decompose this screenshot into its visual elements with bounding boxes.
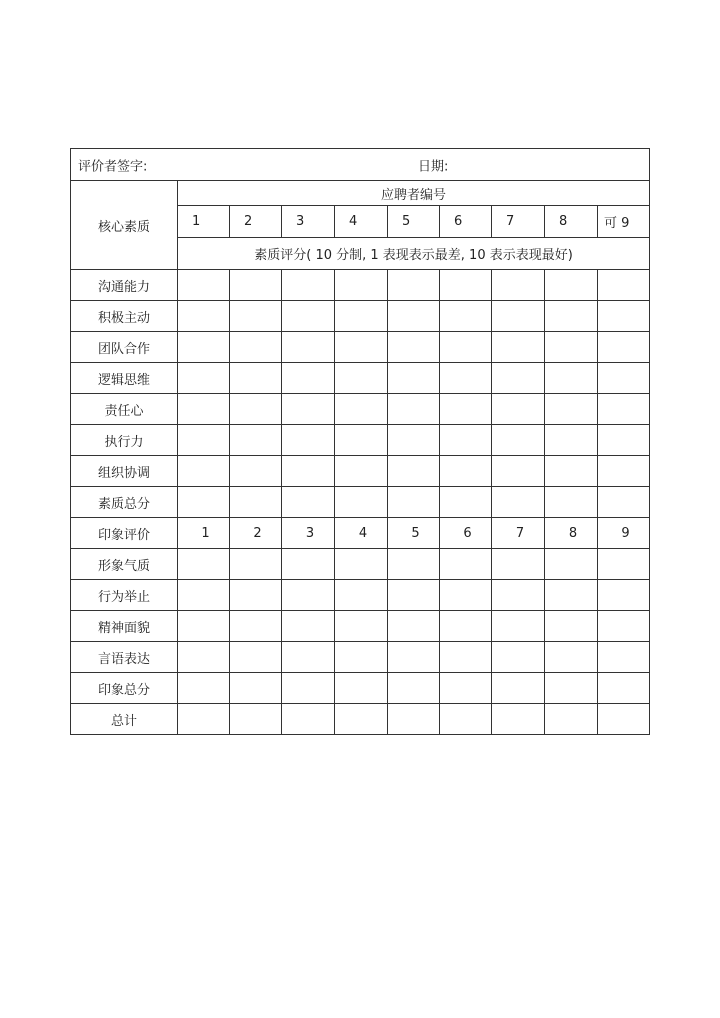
score-cell[interactable] bbox=[178, 549, 230, 580]
score-cell[interactable] bbox=[598, 425, 650, 456]
score-cell[interactable] bbox=[178, 301, 230, 332]
score-cell[interactable] bbox=[282, 425, 335, 456]
score-cell[interactable] bbox=[282, 270, 335, 301]
candidate-number-cell: 2 bbox=[230, 206, 282, 238]
impression-number-cell: 4 bbox=[335, 518, 388, 549]
score-cell[interactable] bbox=[440, 549, 492, 580]
score-cell[interactable] bbox=[388, 642, 440, 673]
table-row bbox=[71, 611, 650, 642]
candidate-header-row bbox=[71, 181, 650, 206]
score-cell[interactable] bbox=[282, 611, 335, 642]
score-cell[interactable] bbox=[388, 456, 440, 487]
score-cell[interactable] bbox=[545, 642, 598, 673]
score-cell[interactable] bbox=[440, 425, 492, 456]
score-cell[interactable] bbox=[545, 301, 598, 332]
score-cell[interactable] bbox=[178, 580, 230, 611]
row-label: 责任心 bbox=[71, 394, 178, 425]
impression-number-cell: 2 bbox=[230, 518, 282, 549]
score-cell[interactable] bbox=[545, 363, 598, 394]
score-cell[interactable] bbox=[492, 549, 545, 580]
candidate-number-cell: 8 bbox=[545, 206, 598, 238]
score-cell[interactable] bbox=[492, 363, 545, 394]
signature-row bbox=[71, 149, 650, 181]
score-cell[interactable] bbox=[598, 363, 650, 394]
row-label: 逻辑思维 bbox=[71, 363, 178, 394]
score-cell[interactable] bbox=[440, 642, 492, 673]
score-cell[interactable] bbox=[178, 673, 230, 704]
table-row bbox=[71, 673, 650, 704]
table-row bbox=[71, 332, 650, 363]
score-cell[interactable] bbox=[388, 549, 440, 580]
score-cell[interactable] bbox=[545, 456, 598, 487]
score-cell[interactable] bbox=[598, 642, 650, 673]
score-cell[interactable] bbox=[178, 611, 230, 642]
table-row bbox=[71, 456, 650, 487]
impression-number-cell: 3 bbox=[282, 518, 335, 549]
score-cell[interactable] bbox=[440, 270, 492, 301]
score-cell[interactable] bbox=[282, 580, 335, 611]
score-cell[interactable] bbox=[598, 611, 650, 642]
score-cell[interactable] bbox=[230, 301, 282, 332]
score-cell[interactable] bbox=[598, 487, 650, 518]
score-cell[interactable] bbox=[282, 549, 335, 580]
score-cell[interactable] bbox=[492, 642, 545, 673]
row-label: 精神面貌 bbox=[71, 611, 178, 642]
score-cell[interactable] bbox=[230, 456, 282, 487]
score-cell[interactable] bbox=[178, 456, 230, 487]
score-cell[interactable] bbox=[545, 704, 598, 735]
score-cell[interactable] bbox=[230, 425, 282, 456]
score-cell[interactable] bbox=[335, 394, 388, 425]
row-label: 印象总分 bbox=[71, 673, 178, 704]
score-cell[interactable] bbox=[282, 332, 335, 363]
impression-label: 印象评价 bbox=[71, 518, 178, 549]
score-cell[interactable] bbox=[335, 580, 388, 611]
score-cell[interactable] bbox=[335, 425, 388, 456]
score-cell[interactable] bbox=[388, 394, 440, 425]
score-cell[interactable] bbox=[388, 363, 440, 394]
score-cell[interactable] bbox=[230, 673, 282, 704]
score-cell[interactable] bbox=[335, 673, 388, 704]
score-cell[interactable] bbox=[440, 487, 492, 518]
score-cell[interactable] bbox=[335, 270, 388, 301]
table-row bbox=[71, 301, 650, 332]
score-cell[interactable] bbox=[388, 611, 440, 642]
score-cell[interactable] bbox=[335, 332, 388, 363]
score-cell[interactable] bbox=[388, 673, 440, 704]
score-cell[interactable] bbox=[545, 332, 598, 363]
score-cell[interactable] bbox=[545, 673, 598, 704]
score-cell[interactable] bbox=[440, 456, 492, 487]
score-cell[interactable] bbox=[492, 270, 545, 301]
candidate-number-cell: 5 bbox=[388, 206, 440, 238]
score-cell[interactable] bbox=[440, 673, 492, 704]
score-cell[interactable] bbox=[388, 704, 440, 735]
evaluator-signature-label: 评价者签字: bbox=[78, 159, 148, 174]
row-label: 总计 bbox=[71, 704, 178, 735]
score-cell[interactable] bbox=[598, 549, 650, 580]
score-cell[interactable] bbox=[440, 332, 492, 363]
score-cell[interactable] bbox=[178, 487, 230, 518]
score-cell[interactable] bbox=[598, 704, 650, 735]
score-cell[interactable] bbox=[388, 270, 440, 301]
row-label: 积极主动 bbox=[71, 301, 178, 332]
score-cell[interactable] bbox=[598, 580, 650, 611]
candidate-number-cell: 1 bbox=[178, 206, 230, 238]
table-row bbox=[71, 549, 650, 580]
table-row bbox=[71, 642, 650, 673]
score-cell[interactable] bbox=[230, 611, 282, 642]
score-cell[interactable] bbox=[388, 580, 440, 611]
table-row bbox=[71, 363, 650, 394]
score-cell[interactable] bbox=[335, 301, 388, 332]
candidate-number-cell: 4 bbox=[335, 206, 388, 238]
score-cell[interactable] bbox=[282, 394, 335, 425]
score-cell[interactable] bbox=[598, 332, 650, 363]
impression-number-cell: 8 bbox=[545, 518, 598, 549]
score-cell[interactable] bbox=[335, 487, 388, 518]
score-cell[interactable] bbox=[492, 673, 545, 704]
score-cell[interactable] bbox=[440, 301, 492, 332]
score-cell[interactable] bbox=[440, 611, 492, 642]
score-cell[interactable] bbox=[440, 580, 492, 611]
candidate-number-cell: 可 9 bbox=[598, 206, 650, 238]
table-row bbox=[71, 704, 650, 735]
score-cell[interactable] bbox=[545, 270, 598, 301]
score-cell[interactable] bbox=[335, 642, 388, 673]
score-cell[interactable] bbox=[282, 301, 335, 332]
score-cell[interactable] bbox=[598, 270, 650, 301]
row-label: 沟通能力 bbox=[71, 270, 178, 301]
evaluation-table bbox=[70, 148, 650, 735]
score-cell[interactable] bbox=[230, 580, 282, 611]
score-cell[interactable] bbox=[282, 642, 335, 673]
score-cell[interactable] bbox=[230, 549, 282, 580]
score-cell[interactable] bbox=[178, 425, 230, 456]
score-cell[interactable] bbox=[545, 487, 598, 518]
candidate-number-cell: 3 bbox=[282, 206, 335, 238]
score-cell[interactable] bbox=[230, 487, 282, 518]
score-cell[interactable] bbox=[492, 301, 545, 332]
impression-number-cell: 1 bbox=[178, 518, 230, 549]
row-label: 组织协调 bbox=[71, 456, 178, 487]
score-cell[interactable] bbox=[545, 394, 598, 425]
score-cell[interactable] bbox=[178, 394, 230, 425]
score-cell[interactable] bbox=[492, 332, 545, 363]
row-label: 执行力 bbox=[71, 425, 178, 456]
score-cell[interactable] bbox=[282, 363, 335, 394]
score-cell[interactable] bbox=[598, 394, 650, 425]
table-row bbox=[71, 580, 650, 611]
score-cell[interactable] bbox=[492, 580, 545, 611]
score-cell[interactable] bbox=[388, 487, 440, 518]
score-cell[interactable] bbox=[598, 456, 650, 487]
impression-number-cell: 6 bbox=[440, 518, 492, 549]
score-cell[interactable] bbox=[335, 611, 388, 642]
score-cell[interactable] bbox=[178, 363, 230, 394]
score-cell[interactable] bbox=[388, 332, 440, 363]
score-cell[interactable] bbox=[282, 456, 335, 487]
score-cell[interactable] bbox=[230, 642, 282, 673]
score-cell[interactable] bbox=[178, 270, 230, 301]
score-cell[interactable] bbox=[492, 394, 545, 425]
score-cell[interactable] bbox=[545, 611, 598, 642]
score-cell[interactable] bbox=[282, 487, 335, 518]
impression-number-cell: 9 bbox=[598, 518, 650, 549]
score-cell[interactable] bbox=[178, 332, 230, 363]
candidate-number-header: 应聘者编号 bbox=[178, 181, 650, 206]
score-cell[interactable] bbox=[178, 642, 230, 673]
impression-number-cell: 5 bbox=[388, 518, 440, 549]
score-cell[interactable] bbox=[492, 611, 545, 642]
score-cell[interactable] bbox=[282, 704, 335, 735]
score-cell[interactable] bbox=[492, 456, 545, 487]
candidate-number-cell: 7 bbox=[492, 206, 545, 238]
score-cell[interactable] bbox=[335, 363, 388, 394]
score-cell[interactable] bbox=[598, 301, 650, 332]
impression-header-row bbox=[71, 518, 650, 549]
score-cell[interactable] bbox=[335, 456, 388, 487]
score-cell[interactable] bbox=[388, 301, 440, 332]
scoring-note: 素质评分( 10 分制, 1 表现表示最差, 10 表示表现最好) bbox=[178, 238, 650, 270]
table-row bbox=[71, 425, 650, 456]
date-label: 日期: bbox=[418, 159, 449, 174]
score-cell[interactable] bbox=[545, 549, 598, 580]
table-row bbox=[71, 394, 650, 425]
score-cell[interactable] bbox=[388, 425, 440, 456]
row-label: 行为举止 bbox=[71, 580, 178, 611]
row-label: 素质总分 bbox=[71, 487, 178, 518]
row-label: 团队合作 bbox=[71, 332, 178, 363]
score-cell[interactable] bbox=[440, 394, 492, 425]
score-cell[interactable] bbox=[545, 425, 598, 456]
candidate-number-cell: 6 bbox=[440, 206, 492, 238]
score-cell[interactable] bbox=[545, 580, 598, 611]
score-cell[interactable] bbox=[230, 270, 282, 301]
score-cell[interactable] bbox=[335, 704, 388, 735]
score-cell[interactable] bbox=[230, 363, 282, 394]
score-cell[interactable] bbox=[282, 673, 335, 704]
table-row bbox=[71, 270, 650, 301]
score-cell[interactable] bbox=[492, 487, 545, 518]
table-row bbox=[71, 487, 650, 518]
score-cell[interactable] bbox=[492, 704, 545, 735]
score-cell[interactable] bbox=[230, 704, 282, 735]
core-quality-header: 核心素质 bbox=[71, 181, 178, 270]
row-label: 言语表达 bbox=[71, 642, 178, 673]
score-cell[interactable] bbox=[178, 704, 230, 735]
signature-cell bbox=[71, 149, 650, 181]
impression-number-cell: 7 bbox=[492, 518, 545, 549]
score-cell[interactable] bbox=[440, 704, 492, 735]
score-cell[interactable] bbox=[598, 673, 650, 704]
score-cell[interactable] bbox=[230, 394, 282, 425]
score-cell[interactable] bbox=[335, 549, 388, 580]
row-label: 形象气质 bbox=[71, 549, 178, 580]
score-cell[interactable] bbox=[440, 363, 492, 394]
score-cell[interactable] bbox=[492, 425, 545, 456]
score-cell[interactable] bbox=[230, 332, 282, 363]
